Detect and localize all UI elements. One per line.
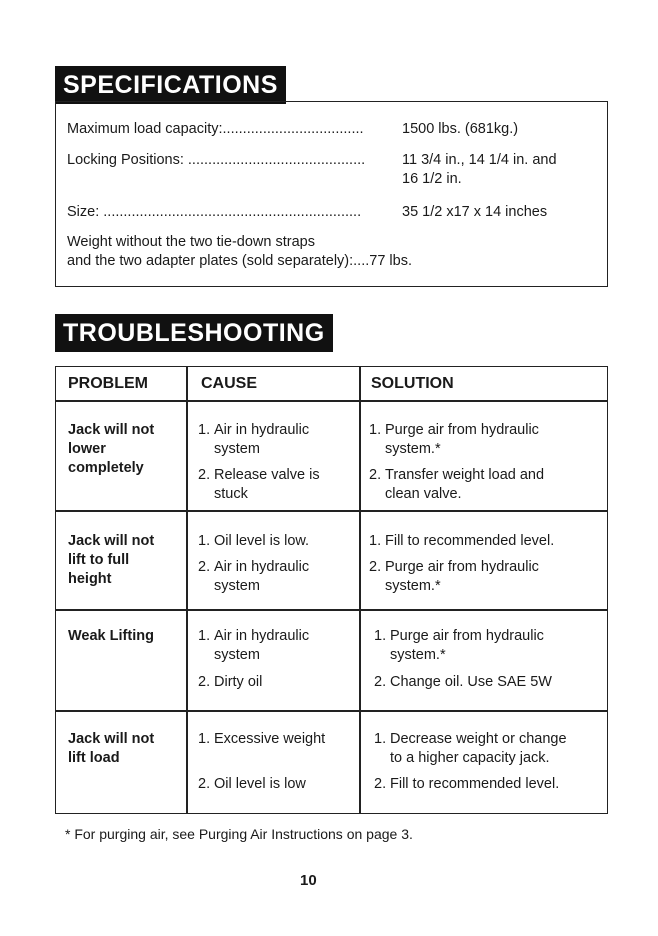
problem-line: Jack will not [68,422,155,438]
problem-line: Jack will not [68,533,155,549]
item-number: 1. [198,533,211,549]
solution-item [369,466,544,504]
item-text: system [214,441,260,457]
item-text: Air in hydraulic [214,628,310,644]
problem-cell [68,730,178,768]
problem-line: lower [68,441,106,457]
item-text: Change oil. Use SAE 5W [390,674,552,690]
item-text: Air in hydraulic [214,422,310,438]
item-text: stuck [214,486,248,502]
spec-value: 1500 lbs. (681kg.) [402,121,519,137]
cause-item [198,421,309,459]
spec-label: Locking Positions: ............................................ [67,152,366,168]
item-number: 1. [374,628,387,644]
item-text: Fill to recommended level. [390,776,560,792]
cause-item [198,775,306,794]
spec-label: Size: ................................................................ [67,204,362,220]
cause-item [198,627,309,665]
solution-item [369,558,539,596]
item-number: 2. [369,467,382,483]
troubleshooting-table [55,366,608,814]
spec-label: Weight without the two tie-down straps [67,234,315,250]
problem-line: Jack will not [68,731,155,747]
item-text: Purge air from hydraulic [385,422,539,438]
problem-line: lift load [68,750,120,766]
item-text: Air in hydraulic [214,559,310,575]
item-number: 2. [198,467,211,483]
row-divider [56,510,607,512]
item-text: Transfer weight load and [385,467,545,483]
item-text: system [214,578,260,594]
item-number: 1. [198,422,211,438]
item-text: Excessive weight [214,731,326,747]
cause-item [198,466,320,504]
item-text: Purge air from hydraulic [390,628,544,644]
item-text: to a higher capacity jack. [390,750,550,766]
item-number: 1. [198,731,211,747]
item-text: system.* [385,441,441,457]
item-number: 2. [374,776,387,792]
column-divider [186,367,188,813]
item-number: 2. [198,559,211,575]
item-number: 1. [369,533,382,549]
item-number: 1. [369,422,382,438]
item-text: Purge air from hydraulic [385,559,539,575]
problem-line: Weak Lifting [68,628,154,644]
cause-item [198,558,309,596]
item-number: 1. [374,731,387,747]
item-number: 2. [369,559,382,575]
cause-item [198,730,325,749]
row-divider [56,609,607,611]
problem-line: height [68,571,112,587]
solution-item [374,627,544,665]
spec-row-weight [67,233,412,271]
row-divider [56,400,607,402]
troubleshooting-title: TROUBLESHOOTING [55,314,333,352]
problem-cell [68,532,178,589]
spec-row-locking-positions [67,151,557,187]
item-text: system.* [385,578,441,594]
spec-label: Maximum load capacity:................................... [67,121,364,137]
spec-value-continued: 16 1/2 in. [402,171,462,187]
spec-row-size [67,203,548,222]
problem-line: lift to full [68,552,130,568]
item-number: 1. [198,628,211,644]
solution-item [374,730,567,768]
spec-label-continued: and the two adapter plates (sold separately):....77 lbs. [67,253,412,269]
row-divider [56,710,607,712]
item-text: clean valve. [385,486,462,502]
footnote: * For purging air, see Purging Air Instructions on page 3. [65,826,413,842]
solution-item [369,532,554,551]
solution-item [374,775,559,794]
page-number: 10 [300,872,317,889]
item-text: Decrease weight or change [390,731,567,747]
specifications-title: SPECIFICATIONS [55,66,286,104]
item-text: Oil level is low. [214,533,310,549]
item-text: Dirty oil [214,674,263,690]
problem-cell [68,421,178,478]
item-text: system [214,647,260,663]
cause-item [198,532,309,551]
item-text: Oil level is low [214,776,306,792]
header-cause: CAUSE [201,375,258,392]
column-divider [359,367,361,813]
header-problem: PROBLEM [68,375,148,392]
problem-line: completely [68,460,144,476]
item-text: Fill to recommended level. [385,533,555,549]
item-text: system.* [390,647,446,663]
solution-item [374,673,552,692]
solution-item [369,421,539,459]
item-number: 2. [198,674,211,690]
spec-value: 35 1/2 x17 x 14 inches [402,204,548,220]
item-number: 2. [198,776,211,792]
item-number: 2. [374,674,387,690]
spec-row-max-load [67,120,519,139]
specifications-box [55,101,608,287]
header-solution: SOLUTION [371,375,454,392]
problem-cell [68,627,178,646]
item-text: Release valve is [214,467,320,483]
cause-item [198,673,262,692]
spec-value: 11 3/4 in., 14 1/4 in. and [402,152,557,168]
